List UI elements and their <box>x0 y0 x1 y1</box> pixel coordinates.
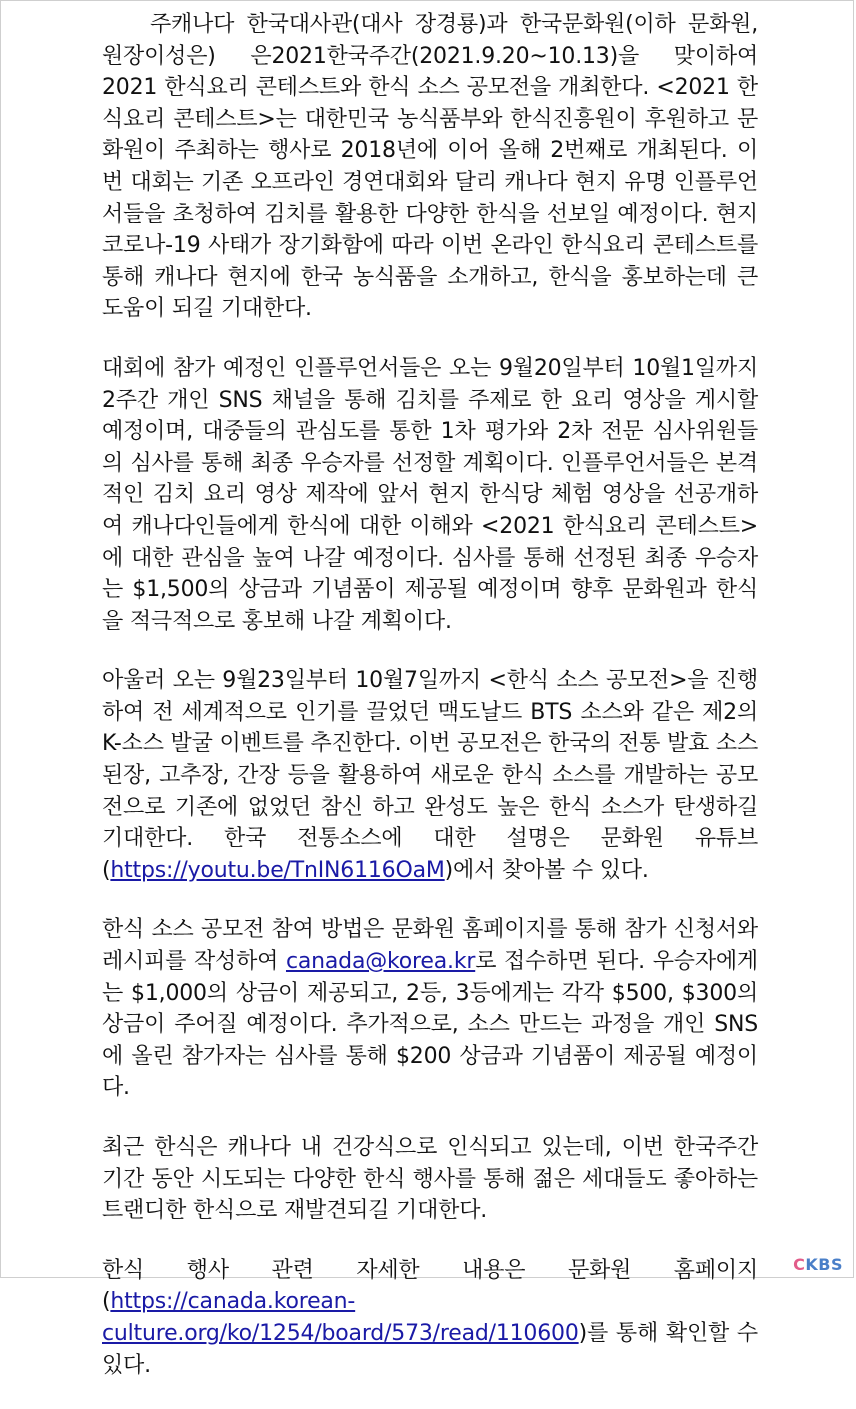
youtube-link[interactable]: https://youtu.be/TnIN6116OaM <box>110 857 445 883</box>
participation-text: 한식 소스 공모전 참여 방법은 문화원 홈페이지를 통해 참가 신청서와 레시피를 작성하여 <box>102 917 758 975</box>
paragraph-participation <box>102 914 758 1104</box>
homepage-text: 한식 행사 관련 자세한 내용은 문화원 홈페이지 ( <box>102 1257 758 1315</box>
participation-text-end: 로 접수하면 된다. 우승자에게는 $1,000의 상금이 제공되고, 2등, 3등에게는 각각 $500, $300의 상금이 주어질 예정이다. 추가적으로, 소스 만드는 과정을 개인 SNS에 올린 참가자는 심사를 통해 $200 상금과 기념품이 제공될 예정이다. <box>102 949 758 1101</box>
homepage-text-end: )를 통해 확인할 수 있다. <box>102 1320 758 1378</box>
article-body <box>102 9 758 1409</box>
paragraph-sauce-contest <box>102 665 758 886</box>
paragraph-homepage <box>102 1255 758 1381</box>
paragraph-sauce-text: 아울러 오는 9월23일부터 10월7일까지 <한식 소스 공모전>을 진행하여 전 세계적으로 인기를 끌었던 맥도날드 BTS 소스와 같은 제2의 K-소스 발굴 이벤트를 추진한다. 이번 공모전은 한국의 전통 발효 소스 된장, 고추장, 간장 등을 활용하여 새로운 한식 소스를 개발하는 공모전으로 기존에 없었던 참신 하고 완성도 높은 한식 소스가 탄생하길 기대한다. 한국 전통소스에 대한 설명은 문화원 유튜브( <box>102 668 758 883</box>
paragraph-trend: 최근 한식은 캐나다 내 건강식으로 인식되고 있는데, 이번 한국주간 기간 동안 시도되는 다양한 한식 행사를 통해 젊은 세대들도 좋아하는 트랜디한 한식으로 재발견되길 기대한다. <box>102 1135 758 1224</box>
watermark-c: C <box>793 1255 806 1274</box>
paragraph-sauce-text-end: )에서 찾아볼 수 있다. <box>444 857 649 883</box>
email-link[interactable]: canada@korea.kr <box>285 949 476 975</box>
paragraph-intro: 주캐나다 한국대사관(대사 장경룡)과 한국문화원(이하 문화원, 원장이성은) 은2021한국주간(2021.9.20~10.13)을 맞이하여 2021 한식요리 콘테스트와 한식 소스 공모전을 개최한다. <2021 한식요리 콘테스트>는 대한민국 농식품부와 한식진흥원이 후원하고 문화원이 주최하는 행사로 2018년에 이어 올해 2번째로 개최된다. 이번 대회는 기존 오프라인 경연대회와 달리 캐나다 현지 유명 인플루언서들을 초청하여 김치를 활용한 다양한 한식을 선보일 예정이다. 현지 코로나-19 사태가 장기화함에 따라 이번 온라인 한식요리 콘테스트를 통해 캐나다 현지에 한국 농식품을 소개하고, 한식을 홍보하는데 큰 도움이 되길 기대한다. <box>102 12 758 322</box>
paragraph-influencer-contest: 대회에 참가 예정인 인플루언서들은 오는 9월20일부터 10월1일까지 2주간 개인 SNS 채널을 통해 김치를 주제로 한 요리 영상을 게시할 예정이며, 대중들의 관심도를 통한 1차 평가와 2차 전문 심사위원들의 심사를 통해 최종 우승자를 선정할 계획이다. 인플루언서들은 본격적인 김치 요리 영상 제작에 앞서 현지 한식당 체험 영상을 선공개하여 캐나다인들에게 한식에 대한 이해와 <2021 한식요리 콘테스트>에 대한 관심을 높여 나갈 예정이다. 심사를 통해 선정된 최종 우승자는 $1,500의 상금과 기념품이 제공될 예정이며 향후 문화원과 한식을 적극적으로 홍보해 나갈 계획이다. <box>102 355 758 634</box>
homepage-link[interactable]: https://canada.korean-culture.org/ko/1254/board/573/read/110600 <box>102 1289 579 1346</box>
kbs-watermark-logo <box>793 1255 843 1274</box>
watermark-kbs: KBS <box>805 1255 843 1274</box>
